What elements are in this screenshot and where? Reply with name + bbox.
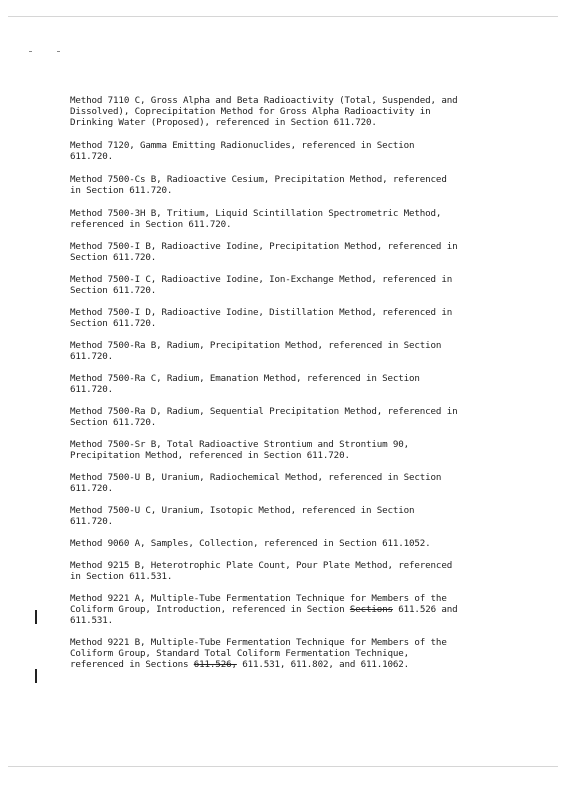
scan-mark <box>57 51 60 52</box>
method-entry: Method 7500-Ra B, Radium, Precipitation Method, referenced in Section 611.720. <box>70 340 442 362</box>
method-entry: Method 7500-Ra C, Radium, Emanation Method, referenced in Section 611.720. <box>70 373 420 395</box>
method-entry: Method 9215 B, Heterotrophic Plate Count, Pour Plate Method, referenced in Section 611.531. <box>70 560 453 582</box>
change-bar <box>35 669 37 683</box>
bottom-scan-border <box>8 766 558 767</box>
scan-mark <box>29 51 32 52</box>
method-entry: Method 7500-I B, Radioactive Iodine, Precipitation Method, referenced in Section 611.720. <box>70 241 458 263</box>
method-entry: Method 7500-U B, Uranium, Radiochemical Method, referenced in Section 611.720. <box>70 472 442 494</box>
method-entry-amended: Method 9221 A, Multiple-Tube Fermentation Technique for Members of the Coliform Group, Introduction, referenced in Section Sections 611.526 and 611.531. <box>70 593 458 626</box>
method-entry: Method 7500-Cs B, Radioactive Cesium, Precipitation Method, referenced in Section 611.720. <box>70 174 447 196</box>
struck-text: Sections <box>349 604 393 615</box>
method-entry-amended: Method 9221 B, Multiple-Tube Fermentation Technique for Members of the Coliform Group, Standard Total Coliform Fermentation Technique, referenced in Sections 611.526, 611.531, 611.802, and 611.1062. <box>70 637 447 670</box>
method-list <box>70 95 510 670</box>
struck-text: 611.526, <box>193 659 237 670</box>
method-entry: Method 7120, Gamma Emitting Radionuclides, referenced in Section 611.720. <box>70 140 415 162</box>
method-entry: Method 7110 C, Gross Alpha and Beta Radioactivity (Total, Suspended, and Dissolved), Coprecipitation Method for Gross Alpha Radioactivity in Drinking Water (Proposed), referenced in Section 611.720. <box>70 95 458 128</box>
method-entry: Method 7500-I C, Radioactive Iodine, Ion-Exchange Method, referenced in Section 611.720. <box>70 274 453 296</box>
method-entry: Method 7500-Sr B, Total Radioactive Strontium and Strontium 90, Precipitation Method, referenced in Section 611.720. <box>70 439 410 461</box>
method-entry: Method 7500-U C, Uranium, Isotopic Method, referenced in Section 611.720. <box>70 505 415 527</box>
change-bar <box>35 610 37 624</box>
method-entry: Method 9060 A, Samples, Collection, referenced in Section 611.1052. <box>70 538 431 549</box>
method-entry: Method 7500-Ra D, Radium, Sequential Precipitation Method, referenced in Section 611.720. <box>70 406 458 428</box>
document-body <box>70 95 510 681</box>
top-scan-border <box>8 16 558 17</box>
method-entry: Method 7500-3H B, Tritium, Liquid Scintillation Spectrometric Method, referenced in Section 611.720. <box>70 208 442 230</box>
method-entry: Method 7500-I D, Radioactive Iodine, Distillation Method, referenced in Section 611.720. <box>70 307 453 329</box>
